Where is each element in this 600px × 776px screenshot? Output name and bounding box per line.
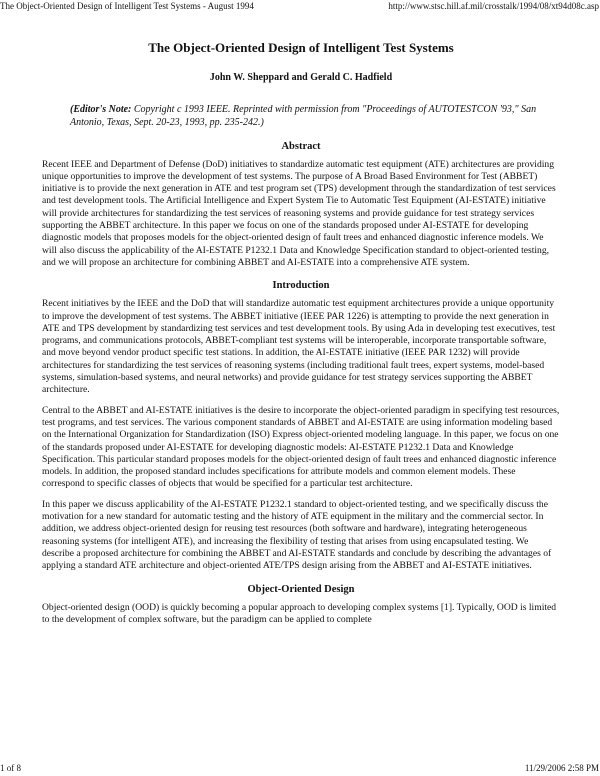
article-authors: John W. Sheppard and Gerald C. Hadfield <box>209 72 393 83</box>
article <box>42 40 560 634</box>
article-title: The Object-Oriented Design of Intelligent Test Systems <box>148 40 454 55</box>
ood-heading: Object-Oriented Design <box>247 583 355 595</box>
print-timestamp: 11/29/2006 2:58 PM <box>524 763 599 773</box>
introduction-paragraph-3: In this paper we discuss applicability of the AI-ESTATE P1232.1 standard to object-oriented testing, and we specifically discuss the motivation for a new standard for automatic testing and the history of ATE equipment in the military and the commercial sector. In addition, we address object-oriented design for reusing test resources (both software and hardware), integrating heterogeneous reasoning systems (for intelligent ATE), and increasing the flexibility of testing that arises from using encapsulated testing. We describe a proposed architecture for combining the ABBET and AI-ESTATE standards and conclude by describing the advantages of applying a standard ATE architecture and object-oriented ATE/TPS design arising from the ABBET and AI-ESTATE initiatives. <box>42 498 552 572</box>
introduction-heading: Introduction <box>272 280 330 292</box>
browser-header-url[interactable]: http://www.stsc.hill.af.mil/crosstalk/1994/08/xt94d08c.asp <box>388 1 599 11</box>
abstract-heading: Abstract <box>281 140 321 152</box>
editor-note-text: Copyright c 1993 IEEE. Reprinted with permission from "Proceedings of AUTOTESTCON '93," San Antonio, Texas, Sept. 20-23, 1993, pp. 235-242.) <box>70 104 537 128</box>
page-counter: 1 of 8 <box>0 763 21 773</box>
editor-note <box>70 104 540 130</box>
browser-header-title: The Object-Oriented Design of Intelligent Test Systems - August 1994 <box>0 1 254 11</box>
ood-paragraph-1: Object-oriented design (OOD) is quickly becoming a popular approach to developing complex systems [1]. Typically, OOD is limited to the development of complex software, but the paradigm can be applied to complete <box>42 601 557 625</box>
editor-note-label: (Editor's Note: <box>70 104 132 115</box>
introduction-paragraph-2: Central to the ABBET and AI-ESTATE initiatives is the desire to incorporate the object-oriented paradigm in specifying test resources, test programs, and test services. The various component standards of ABBET and AI-ESTATE are using information modeling based on the International Organization for Standardization (ISO) Express object-oriented modeling language. In this paper, we focus on one of the standards proposed under AI-ESTATE for developing diagnostic models: AI-ESTATE P1232.1 Data and Knowledge Specification. This particular standard proposes models for the object-oriented design of fault trees and enhanced diagnostic inference models. In addition, the proposed standard includes specifications for attribute models and common element models. These correspond to specific classes of objects that would be specified for a particular test architecture. <box>42 404 560 490</box>
abstract-paragraph: Recent IEEE and Department of Defense (DoD) initiatives to standardize automatic test equipment (ATE) architectures are providing unique opportunities to improve the development of test systems. The purpose of A Broad Based Environment for Test (ABBET) initiative is to provide the next generation in ATE and test program set (TPS) development through the standardization of test services and test development tools. The Artificial Intelligence and Expert System Tie to Automatic Test Equipment (AI-ESTATE) initiative will provide architectures for standardizing the test services of reasoning systems and provide guidance for test strategy services supporting the ABBET architecture. In this paper we focus on one of the standards proposed under AI-ESTATE for developing diagnostic models that proposes models for the object-oriented design of fault trees and enhanced diagnostic inference models. We will also discuss the applicability of the AI-ESTATE P1232.1 Data and Knowledge Specification standard to object-oriented testing, and we will propose an architecture for combining ABBET and AI-ESTATE into a comprehensive ATE system. <box>42 158 556 268</box>
introduction-paragraph-1: Recent initiatives by the IEEE and the DoD that will standardize automatic test equipment architectures provide a unique opportunity to improve the development of test systems. The ABBET initiative (IEEE PAR 1226) is attempting to provide the next generation in ATE and TPS development by standardizing test services and test development tools. By using Ada in developing test executives, test programs, and communications protocols, ABBET-compliant test systems will be interoperable, incorporate transportable software, and move beyond vendor product specific test stations. In addition, the AI-ESTATE initiative (IEEE PAR 1232) will provide architectures for standardizing the test services of reasoning systems (including traditional fault trees, expert systems, model-based systems, simulation-based systems, and neural networks) and provide guidance for test strategy services supporting the ABBET architecture. <box>42 298 556 396</box>
